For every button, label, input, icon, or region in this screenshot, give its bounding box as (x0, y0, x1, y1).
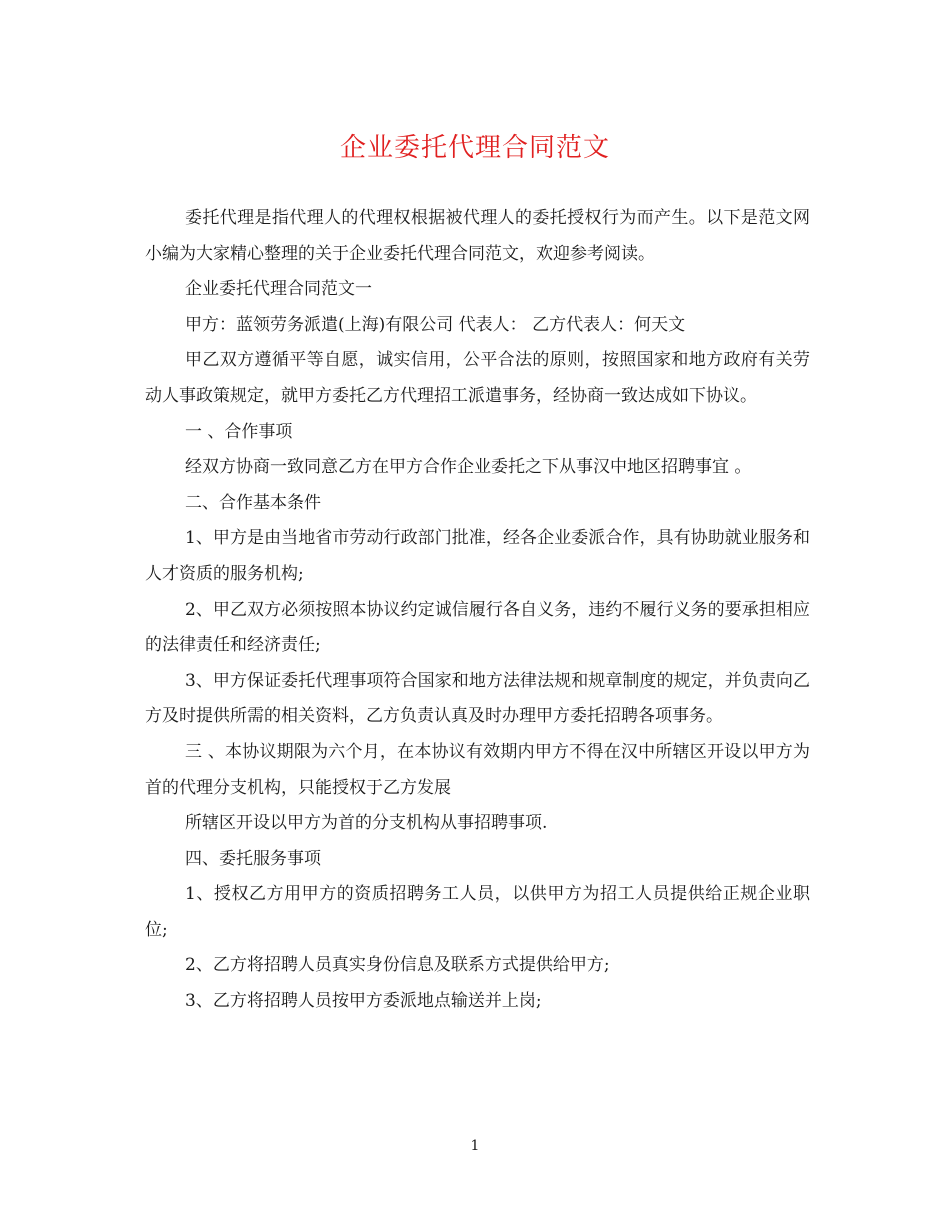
paragraph-service-1: 1、授权乙方用甲方的资质招聘务工人员，以供甲方为招工人员提供给正规企业职位; (145, 884, 810, 940)
paragraph-service-3: 3、乙方将招聘人员按甲方委派地点输送并上岗; (185, 991, 542, 1012)
paragraph-intro: 委托代理是指代理人的代理权根据被代理人的委托授权行为而产生。以下是范文网小编为大家精心整理的关于企业委托代理合同范文，欢迎参考阅读。 (145, 208, 810, 264)
paragraph-principles: 甲乙双方遵循平等自愿，诚实信用，公平合法的原则，按照国家和地方政府有关劳动人事政策规定，就甲方委托乙方代理招工派遣事务，经协商一致达成如下协议。 (145, 350, 810, 406)
paragraph-condition-2: 2、甲乙双方必须按照本协议约定诚信履行各自义务，违约不履行义务的要承担相应的法律责任和经济责任; (145, 599, 810, 656)
page-number: 1 (470, 1138, 480, 1154)
paragraph-heading-sample-one: 企业委托代理合同范文一 (185, 279, 372, 300)
paragraph-term: 三 、本协议期限为六个月，在本协议有效期内甲方不得在汉中所辖区开设以甲方为首的代理分支机构，只能授权于乙方发展 (145, 741, 810, 798)
paragraph-condition-1: 1、甲方是由当地省市劳动行政部门批准，经各企业委派合作，具有协助就业服务和人才资质的服务机构; (145, 528, 810, 584)
document-body (145, 201, 810, 1020)
section-heading-services: 四、委托服务事项 (185, 848, 321, 869)
paragraph-condition-3: 3、甲方保证委托代理事项符合国家和地方法律法规和规章制度的规定，并负责向乙方及时提供所需的相关资料，乙方负责认真及时办理甲方委托招聘各项事务。 (145, 670, 810, 727)
paragraph-cooperation: 经双方协商一致同意乙方在甲方合作企业委托之下从事汉中地区招聘事宜 。 (185, 457, 752, 478)
section-heading-cooperation: 一 、合作事项 (185, 421, 293, 442)
paragraph-service-2: 2、乙方将招聘人员真实身份信息及联系方式提供给甲方; (185, 955, 610, 976)
section-heading-conditions: 二、合作基本条件 (185, 492, 321, 513)
paragraph-term-continued: 所辖区开设以甲方为首的分支机构从事招聘事项. (185, 813, 548, 834)
paragraph-parties: 甲方：蓝领劳务派遣(上海)有限公司 代表人： 乙方代表人：何天文 (185, 314, 686, 335)
document-title: 企业委托代理合同范文 (339, 133, 610, 163)
